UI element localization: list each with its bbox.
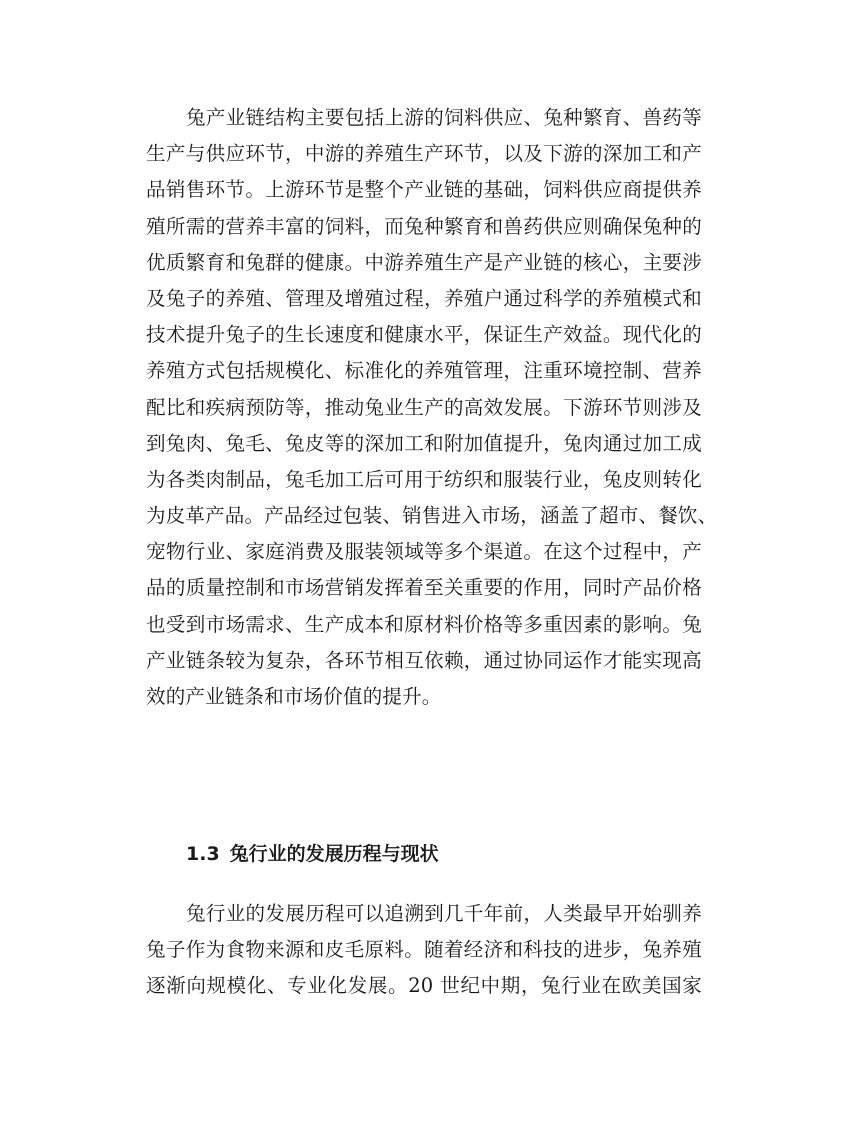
section-number: 1.3 xyxy=(186,843,220,865)
text-line: 技术提升兔子的生长速度和健康水平，保证生产效益。现代化的 xyxy=(146,323,702,347)
text-line: 产业链条较为复杂，各环节相互依赖，通过协同运作才能实现高 xyxy=(146,648,702,672)
body-paragraph-history xyxy=(146,896,702,1005)
text-line: 殖所需的营养丰富的饲料，而兔种繁育和兽药供应则确保兔种的 xyxy=(146,214,702,238)
text-line: 效的产业链条和市场价值的提升。 xyxy=(146,685,442,708)
text-line: 到兔肉、兔毛、兔皮等的深加工和附加值提升，兔肉通过加工成 xyxy=(146,431,702,455)
text-line: 配比和疾病预防等，推动兔业生产的高效发展。下游环节则涉及 xyxy=(146,395,702,419)
text-line: 及兔子的养殖、管理及增殖过程，养殖户通过科学的养殖模式和 xyxy=(146,286,702,310)
text-line: 品的质量控制和市场营销发挥着至关重要的作用，同时产品价格 xyxy=(146,576,702,600)
text-line: 逐渐向规模化、专业化发展。20 世纪中期，兔行业在欧美国家 xyxy=(146,974,702,998)
section-title: 兔行业的发展历程与现状 xyxy=(229,843,439,865)
text-line: 也受到市场需求、生产成本和原材料价格等多重因素的影响。兔 xyxy=(146,612,702,636)
text-line: 生产与供应环节，中游的养殖生产环节，以及下游的深加工和产 xyxy=(146,142,702,166)
text-line: 宠物行业、家庭消费及服装领域等多个渠道。在这个过程中，产 xyxy=(146,540,702,564)
body-paragraph-industry-chain xyxy=(146,100,718,715)
text-line: 品销售环节。上游环节是整个产业链的基础，饲料供应商提供养 xyxy=(146,178,702,202)
text-line: 兔子作为食物来源和皮毛原料。随着经济和科技的进步，兔养殖 xyxy=(146,938,702,962)
text-line: 优质繁育和兔群的健康。中游养殖生产是产业链的核心，主要涉 xyxy=(146,250,702,274)
text-line: 兔产业链结构主要包括上游的饲料供应、兔种繁育、兽药等 xyxy=(186,106,702,129)
text-line: 为皮革产品。产品经过包装、销售进入市场，涵盖了超市、餐饮、 xyxy=(146,504,718,528)
text-line: 养殖方式包括规模化、标准化的养殖管理，注重环境控制、营养 xyxy=(146,359,702,383)
text-line: 兔行业的发展历程可以追溯到几千年前，人类最早开始驯养 xyxy=(186,902,702,925)
section-heading xyxy=(186,839,439,869)
text-line: 为各类肉制品，兔毛加工后可用于纺织和服装行业，兔皮则转化 xyxy=(146,467,702,491)
